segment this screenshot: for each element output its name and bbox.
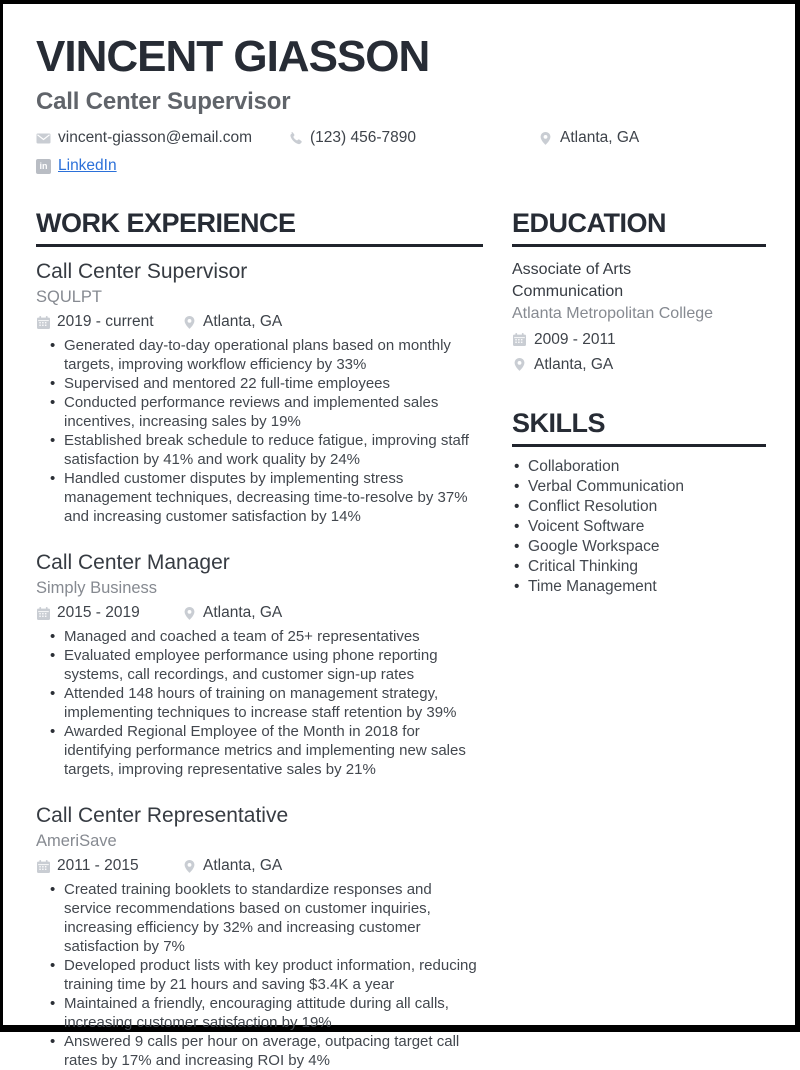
calendar-icon <box>36 606 51 621</box>
pin-icon <box>538 131 553 146</box>
linkedin-icon: in <box>36 159 51 174</box>
education-school: Atlanta Metropolitan College <box>512 305 714 322</box>
resume-header <box>36 32 766 175</box>
phone-icon <box>288 131 303 146</box>
job-bullet: • Attended 148 hours of training on management strategy, implementing techniques to increase staff retention by 39% <box>64 684 483 722</box>
skill-item: • Verbal Communication <box>528 477 766 497</box>
contact-phone-text: (123) 456-7890 <box>310 129 416 146</box>
calendar-icon <box>36 859 51 874</box>
job-bullet: • Conducted performance reviews and implemented sales incentives, increasing sales by 19% <box>64 393 483 431</box>
job-location <box>182 604 282 622</box>
job-bullet-list <box>36 880 483 1070</box>
linkedin-row <box>36 157 766 175</box>
job-location <box>182 313 282 331</box>
job-dates-text: 2015 - 2019 <box>57 604 140 622</box>
education-location-text: Atlanta, GA <box>534 356 614 373</box>
education-dates-text: 2009 - 2011 <box>534 331 616 348</box>
education-location <box>512 354 766 375</box>
contact-location-text: Atlanta, GA <box>560 129 640 146</box>
person-title: Call Center Supervisor <box>36 88 291 115</box>
education-dates <box>512 329 766 350</box>
pin-icon <box>182 606 197 621</box>
job-meta-row <box>36 313 483 331</box>
right-column <box>512 208 766 1070</box>
job-bullet: • Supervised and mentored 22 full-time employees <box>64 374 483 393</box>
skill-item: • Conflict Resolution <box>528 497 766 517</box>
education-field: Communication <box>512 283 624 300</box>
skill-item: • Critical Thinking <box>528 557 766 577</box>
skill-item: • Time Management <box>528 577 766 597</box>
skills-heading: SKILLS <box>512 408 766 447</box>
contact-linkedin <box>36 157 117 175</box>
job-bullet: • Generated day-to-day operational plans based on monthly targets, improving workflow efficiency by 33% <box>64 336 483 374</box>
job-bullet-list <box>36 336 483 526</box>
pin-icon <box>182 859 197 874</box>
job-bullet: • Established break schedule to reduce fatigue, improving staff satisfaction by 41% and work quality by 24% <box>64 431 483 469</box>
contact-location <box>538 129 639 147</box>
job-title: Call Center Representative <box>36 804 289 828</box>
job-bullet-list <box>36 627 483 779</box>
person-name: VINCENT GIASSON <box>36 32 430 81</box>
job-dates <box>36 857 182 875</box>
pin-icon <box>512 357 527 372</box>
job-entry <box>36 260 483 526</box>
job-dates <box>36 604 182 622</box>
job-bullet: • Managed and coached a team of 25+ representatives <box>64 627 483 646</box>
job-entry <box>36 551 483 779</box>
contact-email-text: vincent-giasson@email.com <box>58 129 253 146</box>
job-company: Simply Business <box>36 579 158 598</box>
job-location <box>182 857 282 875</box>
job-bullet: • Evaluated employee performance using phone reporting systems, call recordings, and customer sign-up rates <box>64 646 483 684</box>
skill-item: • Collaboration <box>528 457 766 477</box>
job-meta-row <box>36 604 483 622</box>
contact-row <box>36 129 766 147</box>
job-bullet: • Developed product lists with key product information, reducing training time by 21 hours and saving $3.4K a year <box>64 956 483 994</box>
linkedin-link[interactable]: LinkedIn <box>58 157 117 174</box>
job-dates-text: 2011 - 2015 <box>57 857 139 875</box>
job-bullet: • Answered 9 calls per hour on average, outpacing target call rates by 17% and increasing ROI by 4% <box>64 1032 483 1070</box>
skill-item: • Google Workspace <box>528 537 766 557</box>
job-meta-row <box>36 857 483 875</box>
job-bullet: • Created training booklets to standardize responses and service recommendations based on customer inquiries, increasing efficiency by 32% and increasing customer satisfaction by 7% <box>64 880 483 956</box>
job-title: Call Center Supervisor <box>36 260 248 283</box>
job-company: AmeriSave <box>36 832 117 851</box>
skill-item: • Voicent Software <box>528 517 766 537</box>
work-experience-heading: WORK EXPERIENCE <box>36 208 483 247</box>
contact-email <box>36 129 288 147</box>
resume-body <box>36 208 766 1070</box>
job-entry <box>36 804 483 1070</box>
education-heading: EDUCATION <box>512 208 766 247</box>
job-bullet: • Awarded Regional Employee of the Month in 2018 for identifying performance metrics and implementing new sales targets, improving representative sales by 21% <box>64 722 483 779</box>
job-bullet: • Handled customer disputes by implementing stress management techniques, decreasing time-to-resolve by 37% and increasing customer satisfaction by 14% <box>64 469 483 526</box>
job-dates <box>36 313 182 331</box>
skills-list <box>512 457 766 597</box>
envelope-icon <box>36 131 51 146</box>
job-location-text: Atlanta, GA <box>203 857 283 875</box>
job-location-text: Atlanta, GA <box>203 604 283 622</box>
calendar-icon <box>512 332 527 347</box>
contact-phone <box>288 129 538 147</box>
education-degree: Associate of Arts <box>512 261 632 278</box>
education-entry <box>512 259 766 375</box>
job-dates-text: 2019 - current <box>57 313 154 331</box>
calendar-icon <box>36 315 51 330</box>
job-bullet: • Maintained a friendly, encouraging attitude during all calls, increasing customer satisfaction by 19% <box>64 994 483 1032</box>
job-location-text: Atlanta, GA <box>203 313 283 331</box>
work-experience-section <box>36 208 483 1070</box>
job-company: SQULPT <box>36 288 103 307</box>
job-title: Call Center Manager <box>36 551 230 575</box>
pin-icon <box>182 315 197 330</box>
